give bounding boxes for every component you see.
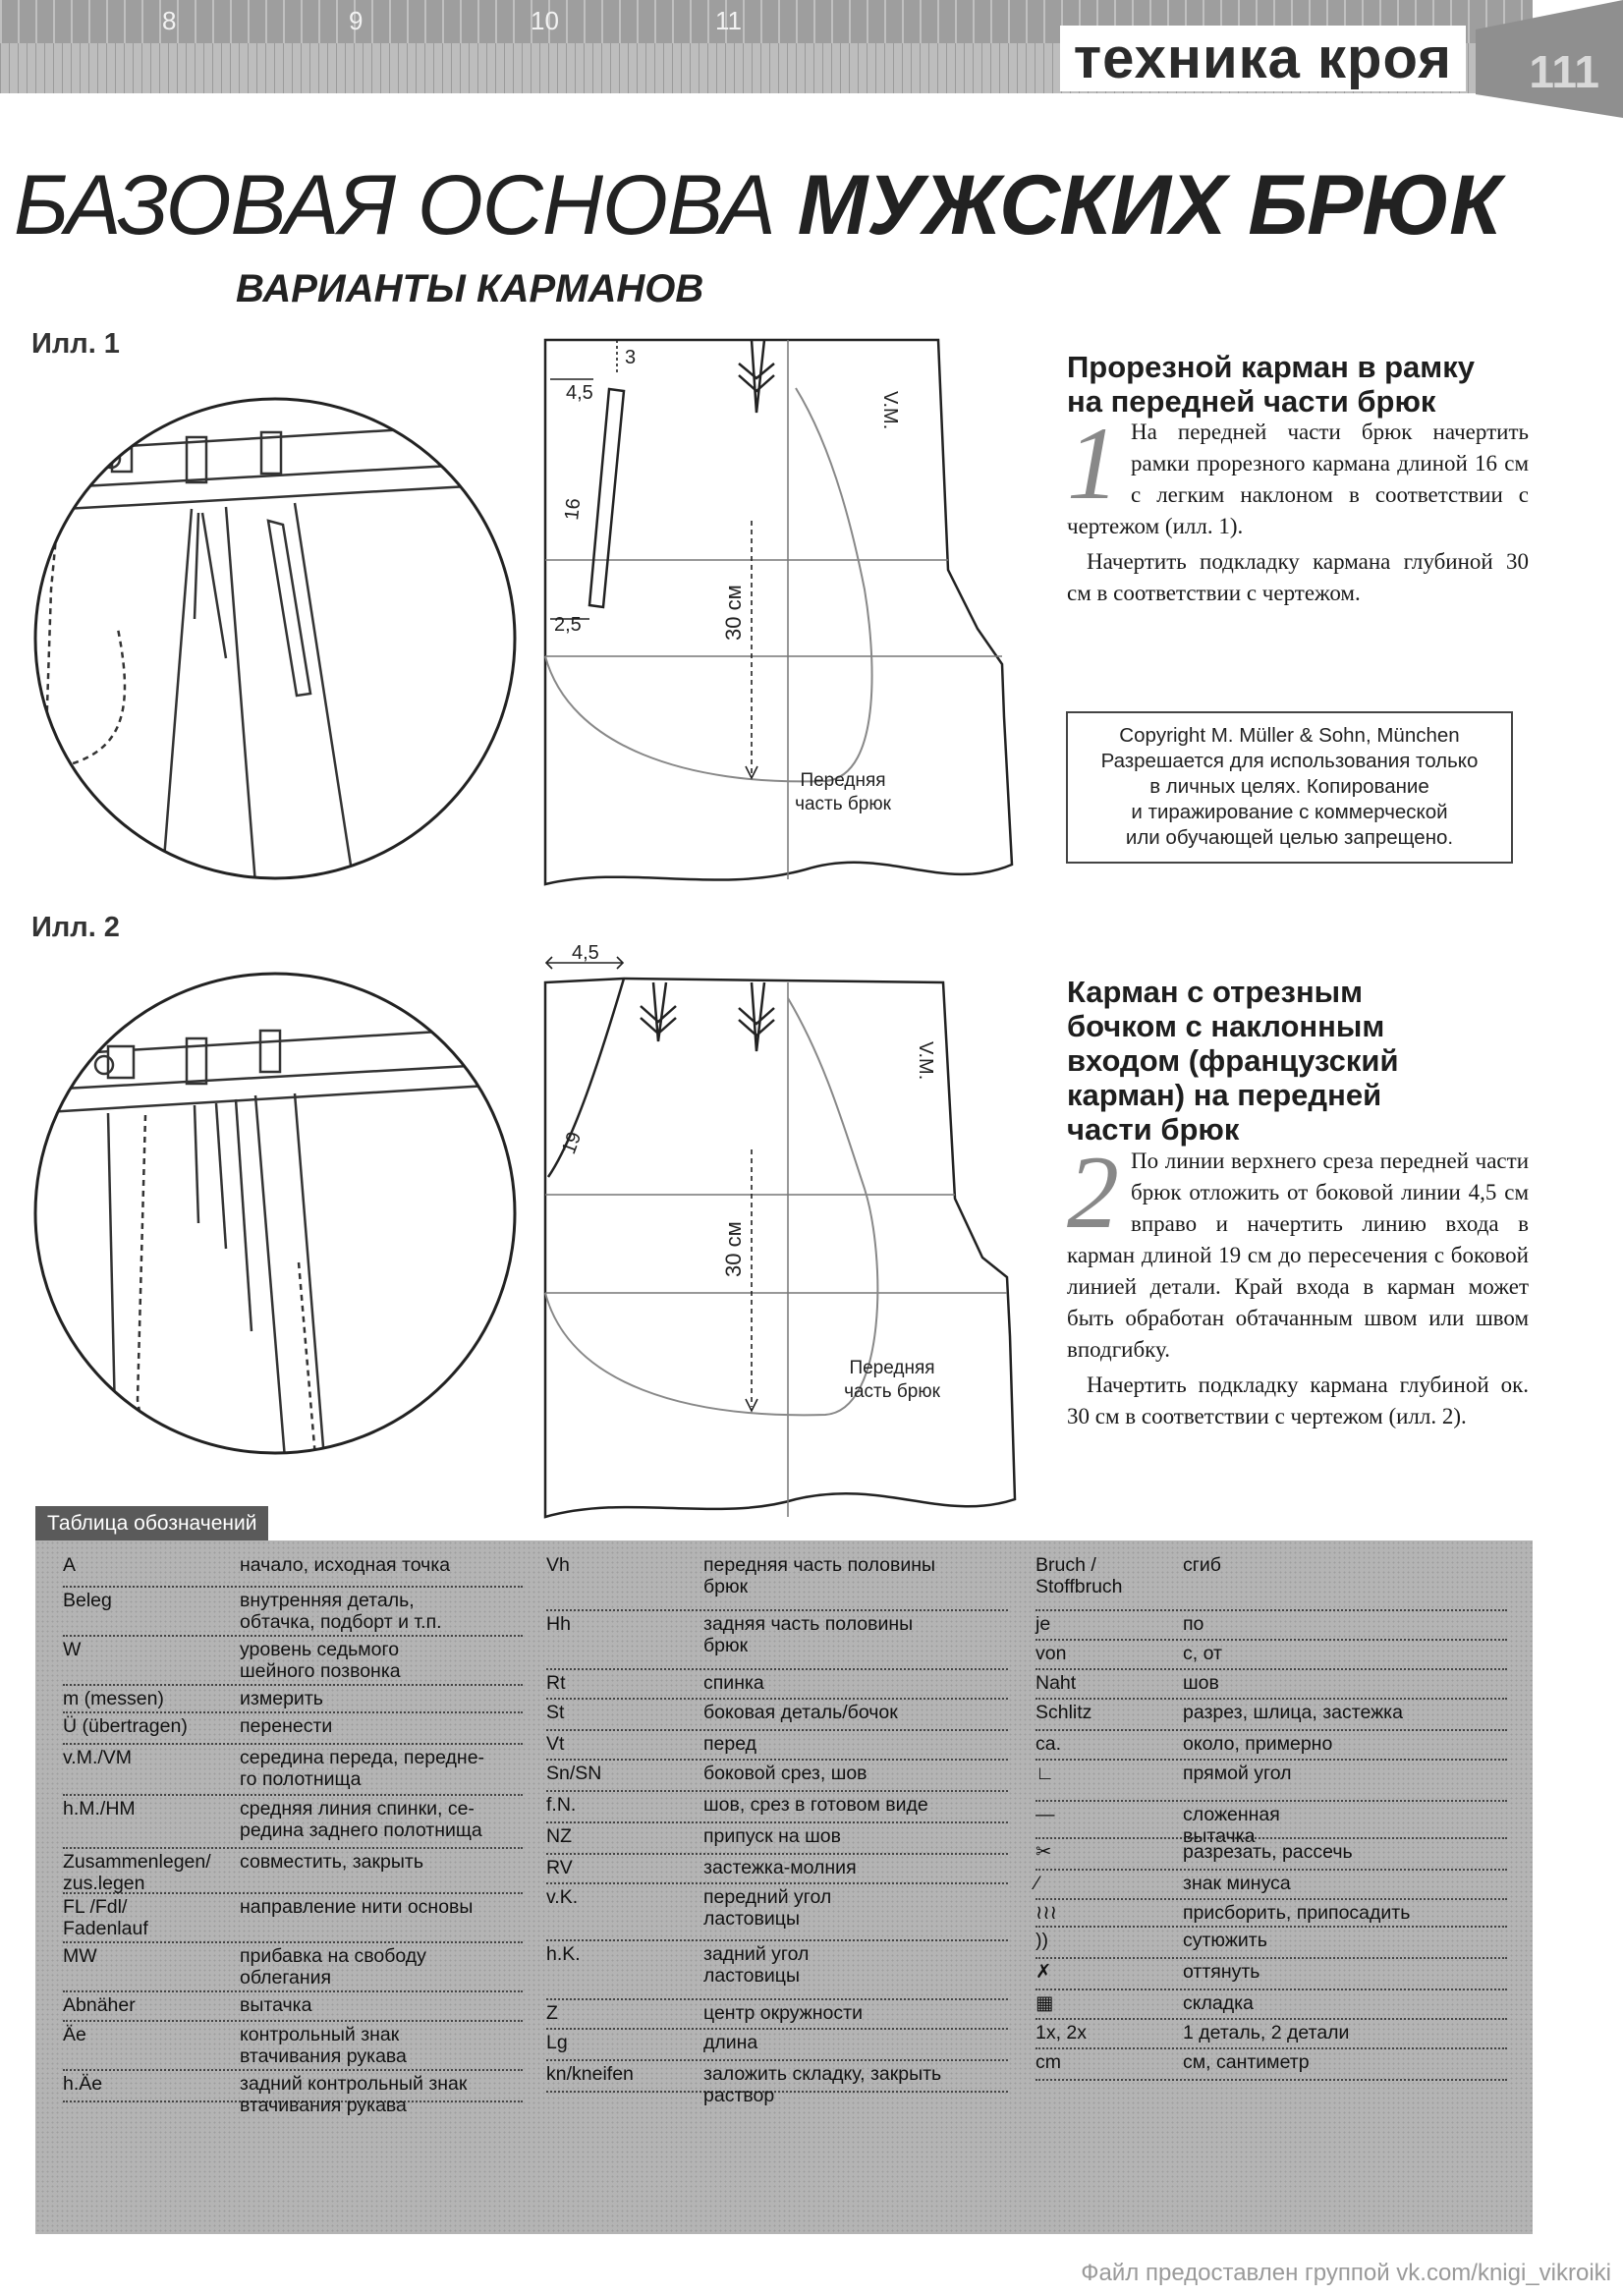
legend-key: NZ — [546, 1825, 572, 1847]
legend-key: )) — [1035, 1930, 1048, 1951]
legend-key: ▦ — [1035, 1992, 1054, 2014]
legend-key: h.K. — [546, 1943, 581, 1965]
main-title-light: БАЗОВАЯ ОСНОВА — [14, 158, 798, 252]
ill2-mark-4-5: 4,5 — [572, 943, 599, 964]
legend-value: задний контрольный знак втачивания рукава — [240, 2073, 468, 2116]
legend-row — [546, 1825, 1008, 1855]
legend-value: сутюжить — [1183, 1930, 1267, 1951]
legend-row — [63, 1945, 523, 1992]
legend-key: f.N. — [546, 1794, 577, 1816]
legend-key: ≀≀≀ — [1035, 1902, 1057, 1924]
legend-key: Vt — [546, 1733, 565, 1755]
section2-paragraph-1: По линии верхнего среза передней части брюк отложить от боковой линии 4,5 см вправо и начертить линию входа в карман длиной 19 см до пересечения с боковой линией детали. Край входа в карман может быть обработан обтачанным швом или швом вподгибку. — [1067, 1148, 1529, 1362]
legend-value: центр окружности — [703, 2002, 863, 2024]
legend-key: Beleg — [63, 1590, 112, 1611]
legend-row — [546, 1702, 1008, 1731]
ruler-number: 11 — [715, 6, 742, 35]
legend-key: Hh — [546, 1613, 571, 1635]
legend-value: шов, срез в готовом виде — [703, 1794, 928, 1816]
ill1-mark-16: 16 — [561, 497, 586, 522]
copyright-line: Разрешается для использования только — [1100, 750, 1479, 772]
section-title: техника кроя — [1060, 26, 1466, 91]
legend-value: заложить складку, закрыть раствор — [703, 2063, 942, 2106]
legend-value: присборить, припосадить — [1183, 1902, 1411, 1924]
legend-key: Bruch / Stoffbruch — [1035, 1554, 1123, 1597]
legend-row — [546, 1613, 1008, 1670]
legend-key: Schlitz — [1035, 1702, 1092, 1723]
legend-value: измерить — [240, 1688, 323, 1709]
legend-value: контрольный знак втачивания рукава — [240, 2024, 407, 2067]
legend-row — [546, 1763, 1008, 1792]
ill1-vm-label: V.M. — [879, 391, 901, 430]
legend-key: MW — [63, 1945, 97, 1967]
legend-row — [1035, 1613, 1507, 1641]
legend-key: FL /Fdl/ Fadenlauf — [63, 1896, 148, 1939]
legend-value: передняя часть половины брюк — [703, 1554, 936, 1597]
legend-row — [63, 1688, 523, 1713]
legend-key: h.M./HM — [63, 1798, 136, 1820]
legend-row — [63, 1590, 523, 1637]
legend-key: je — [1035, 1613, 1051, 1635]
legend-key: kn/kneifen — [546, 2063, 634, 2085]
legend-row — [546, 1554, 1008, 1611]
section2-heading-line: входом (французский — [1067, 1043, 1399, 1078]
legend-key: — — [1035, 1804, 1055, 1825]
legend-value: передний угол ластовицы — [703, 1886, 832, 1930]
section1-body — [1067, 406, 1529, 609]
section2-dropcap: 2 — [1067, 1135, 1119, 1250]
legend-row — [1035, 1702, 1507, 1731]
ill1-part-label-2: часть брюк — [795, 794, 891, 814]
legend-row — [1035, 2051, 1507, 2081]
footer-credit: Файл предоставлен группой vk.com/knigi_vikroiki — [1081, 2260, 1611, 2286]
legend-row — [1035, 1873, 1507, 1900]
legend-value: застежка-молния — [703, 1857, 857, 1878]
ill2-label: Илл. 2 — [31, 912, 120, 943]
copyright-line: в личных целях. Копирование — [1149, 775, 1429, 798]
main-title — [14, 157, 1500, 254]
ill2-mark-30: 30 см — [721, 1221, 746, 1277]
section2-heading — [1067, 975, 1539, 1147]
ruler-number: 10 — [531, 6, 559, 35]
legend-row — [1035, 1643, 1507, 1670]
legend-row — [63, 1747, 523, 1796]
legend-value: по — [1183, 1613, 1204, 1635]
page-number: 111 — [1529, 46, 1599, 97]
legend-row — [63, 1715, 523, 1745]
legend-row — [1035, 1804, 1507, 1847]
legend-row — [63, 1896, 523, 1943]
legend-row — [1035, 1841, 1507, 1871]
legend-value: средняя линия спинки, се- редина заднего полотнища — [240, 1798, 482, 1841]
legend-value: длина — [703, 2032, 758, 2053]
legend-value: сложенная вытачка — [1183, 1804, 1280, 1847]
legend-row — [63, 1851, 523, 1894]
legend-value: прямой угол — [1183, 1763, 1292, 1784]
subtitle: ВАРИАНТЫ КАРМАНОВ — [236, 267, 704, 310]
legend-key: Sn/SN — [546, 1763, 602, 1784]
legend-key: ✗ — [1035, 1961, 1052, 1983]
copyright-notice — [1066, 711, 1513, 864]
legend-key: Abnäher — [63, 1994, 136, 2016]
legend-key: 1x, 2x — [1035, 2022, 1088, 2044]
legend-key: v.M./VM — [63, 1747, 133, 1768]
ill2-detail-circle — [29, 968, 521, 1459]
main-title-bold: МУЖСКИХ БРЮК — [797, 158, 1500, 252]
ill1-mark-30: 30 см — [721, 585, 746, 641]
section1-heading-line: Прорезной карман в рамку — [1067, 350, 1475, 384]
legend-value: перед — [703, 1733, 757, 1755]
legend-value: складка — [1183, 1992, 1254, 2014]
legend-row — [546, 1672, 1008, 1700]
legend-key: St — [546, 1702, 565, 1723]
legend-key: W — [63, 1639, 82, 1660]
ill1-detail-circle — [29, 393, 521, 884]
ill2-part-label-1: Передняя — [849, 1358, 935, 1378]
legend-key: m (messen) — [63, 1688, 164, 1709]
legend-key: Äe — [63, 2024, 86, 2045]
legend-row — [1035, 1733, 1507, 1761]
legend-row — [546, 2063, 1008, 2106]
legend-row — [63, 2024, 523, 2071]
copyright-line: или обучающей целью запрещено. — [1125, 826, 1454, 849]
legend-value: уровень седьмого шейного позвонка — [240, 1639, 401, 1682]
ill2-vm-label: V.M. — [915, 1041, 936, 1081]
section1-paragraph-1: На передней части брюк начертить рамки прорезного кармана длиной 16 см с легким наклоном в соответствии с чертежом (илл. 1). — [1067, 420, 1529, 538]
legend-row — [1035, 1554, 1507, 1611]
legend-key: RV — [546, 1857, 573, 1878]
legend-value: середина переда, передне- го полотнища — [240, 1747, 485, 1790]
legend-value: знак минуса — [1183, 1873, 1291, 1894]
section2-heading-line: бочком с наклонным — [1067, 1009, 1385, 1043]
section2-paragraph-2: Начертить подкладку кармана глубиной ок. 30 см в соответствии с чертежом (илл. 2). — [1067, 1372, 1529, 1428]
legend-row — [63, 1994, 523, 2022]
copyright-line: Copyright M. Müller & Sohn, München — [1119, 724, 1460, 747]
legend-value: припуск на шов — [703, 1825, 841, 1847]
legend-key: von — [1035, 1643, 1067, 1664]
legend-row — [546, 1794, 1008, 1823]
legend-key: Zusammenlegen/ zus.legen — [63, 1851, 211, 1894]
ruler-number: 9 — [349, 6, 364, 35]
legend-key: Rt — [546, 1672, 566, 1694]
legend-row — [546, 1886, 1008, 1941]
ill2-part-label-2: часть брюк — [844, 1381, 940, 1402]
legend-row — [1035, 1992, 1507, 2020]
legend-key: Ü (übertragen) — [63, 1715, 188, 1737]
legend-row — [546, 1943, 1008, 2000]
legend-value: разрез, шлица, застежка — [1183, 1702, 1403, 1723]
ill1-mark-4-5: 4,5 — [566, 382, 593, 404]
legend-key: ⁄ — [1035, 1873, 1039, 1894]
ill1-part-label-1: Передняя — [800, 770, 886, 791]
legend-row — [1035, 1672, 1507, 1700]
legend-value: шов — [1183, 1672, 1219, 1694]
legend-value: сгиб — [1183, 1554, 1221, 1576]
legend-value: боковой срез, шов — [703, 1763, 867, 1784]
legend-value: перенести — [240, 1715, 333, 1737]
legend-key: Naht — [1035, 1672, 1077, 1694]
legend-value: боковая деталь/бочок — [703, 1702, 898, 1723]
legend-key: ∟ — [1035, 1763, 1055, 1784]
legend-value: см, сантиметр — [1183, 2051, 1310, 2073]
legend-value: 1 деталь, 2 детали — [1183, 2022, 1350, 2044]
legend-value: внутренняя деталь, обтачка, подборт и т.п. — [240, 1590, 442, 1633]
legend-row — [63, 2073, 523, 2116]
section2-body — [1067, 1135, 1529, 1432]
legend-value: разрезать, рассечь — [1183, 1841, 1353, 1863]
legend-row — [63, 1639, 523, 1686]
ill1-mark-3: 3 — [625, 347, 637, 368]
legend-value: с, от — [1183, 1643, 1222, 1664]
legend-key: h.Äe — [63, 2073, 103, 2095]
legend-value: спинка — [703, 1672, 764, 1694]
section2-heading-line: Карман с отрезным — [1067, 975, 1364, 1009]
legend-key: Lg — [546, 2032, 568, 2053]
legend-key: cm — [1035, 2051, 1061, 2073]
ruler-number: 8 — [162, 6, 177, 35]
legend-row — [1035, 1902, 1507, 1928]
legend-key: Vh — [546, 1554, 570, 1576]
legend-value: задняя часть половины брюк — [703, 1613, 914, 1656]
legend-row — [63, 1798, 523, 1849]
section1-heading — [1067, 350, 1539, 419]
legend-row — [1035, 2022, 1507, 2049]
legend-value: вытачка — [240, 1994, 312, 2016]
legend-value: начало, исходная точка — [240, 1554, 451, 1576]
legend-table — [35, 1540, 1533, 2234]
ill2-mark-19: 19 — [558, 1129, 587, 1157]
ill1-mark-2-5: 2,5 — [554, 614, 582, 636]
legend-row — [546, 2002, 1008, 2030]
legend-row — [546, 2032, 1008, 2061]
legend-title: Таблица обозначений — [35, 1506, 268, 1541]
section2-heading-line: части брюк — [1067, 1112, 1240, 1147]
legend-row — [546, 1857, 1008, 1884]
legend-key: A — [63, 1554, 77, 1576]
legend-value: около, примерно — [1183, 1733, 1333, 1755]
legend-row — [546, 1733, 1008, 1761]
copyright-line: и тиражирование с коммерческой — [1131, 801, 1448, 823]
legend-value: прибавка на свободу облегания — [240, 1945, 426, 1988]
legend-row — [63, 1554, 523, 1588]
section2-heading-line: карман) на передней — [1067, 1078, 1382, 1112]
legend-key: ✂ — [1035, 1841, 1052, 1863]
ill1-pattern-drawing — [531, 334, 1041, 924]
legend-row — [1035, 1930, 1507, 1959]
ill1-label: Илл. 1 — [31, 328, 120, 360]
legend-value: направление нити основы — [240, 1896, 474, 1918]
legend-value: совместить, закрыть — [240, 1851, 423, 1873]
legend-key: ca. — [1035, 1733, 1062, 1755]
ill2-pattern-drawing — [531, 943, 1041, 1533]
legend-key: Z — [546, 2002, 558, 2024]
legend-value: задний угол ластовицы — [703, 1943, 810, 1987]
legend-row — [1035, 1961, 1507, 1990]
legend-key: v.K. — [546, 1886, 579, 1908]
legend-row — [1035, 1763, 1507, 1802]
legend-value: оттянуть — [1183, 1961, 1260, 1983]
section1-heading-line: на передней части брюк — [1067, 384, 1436, 419]
section1-dropcap: 1 — [1067, 406, 1119, 521]
section1-paragraph-2: Начертить подкладку кармана глубиной 30 см в соответствии с чертежом. — [1067, 549, 1529, 605]
